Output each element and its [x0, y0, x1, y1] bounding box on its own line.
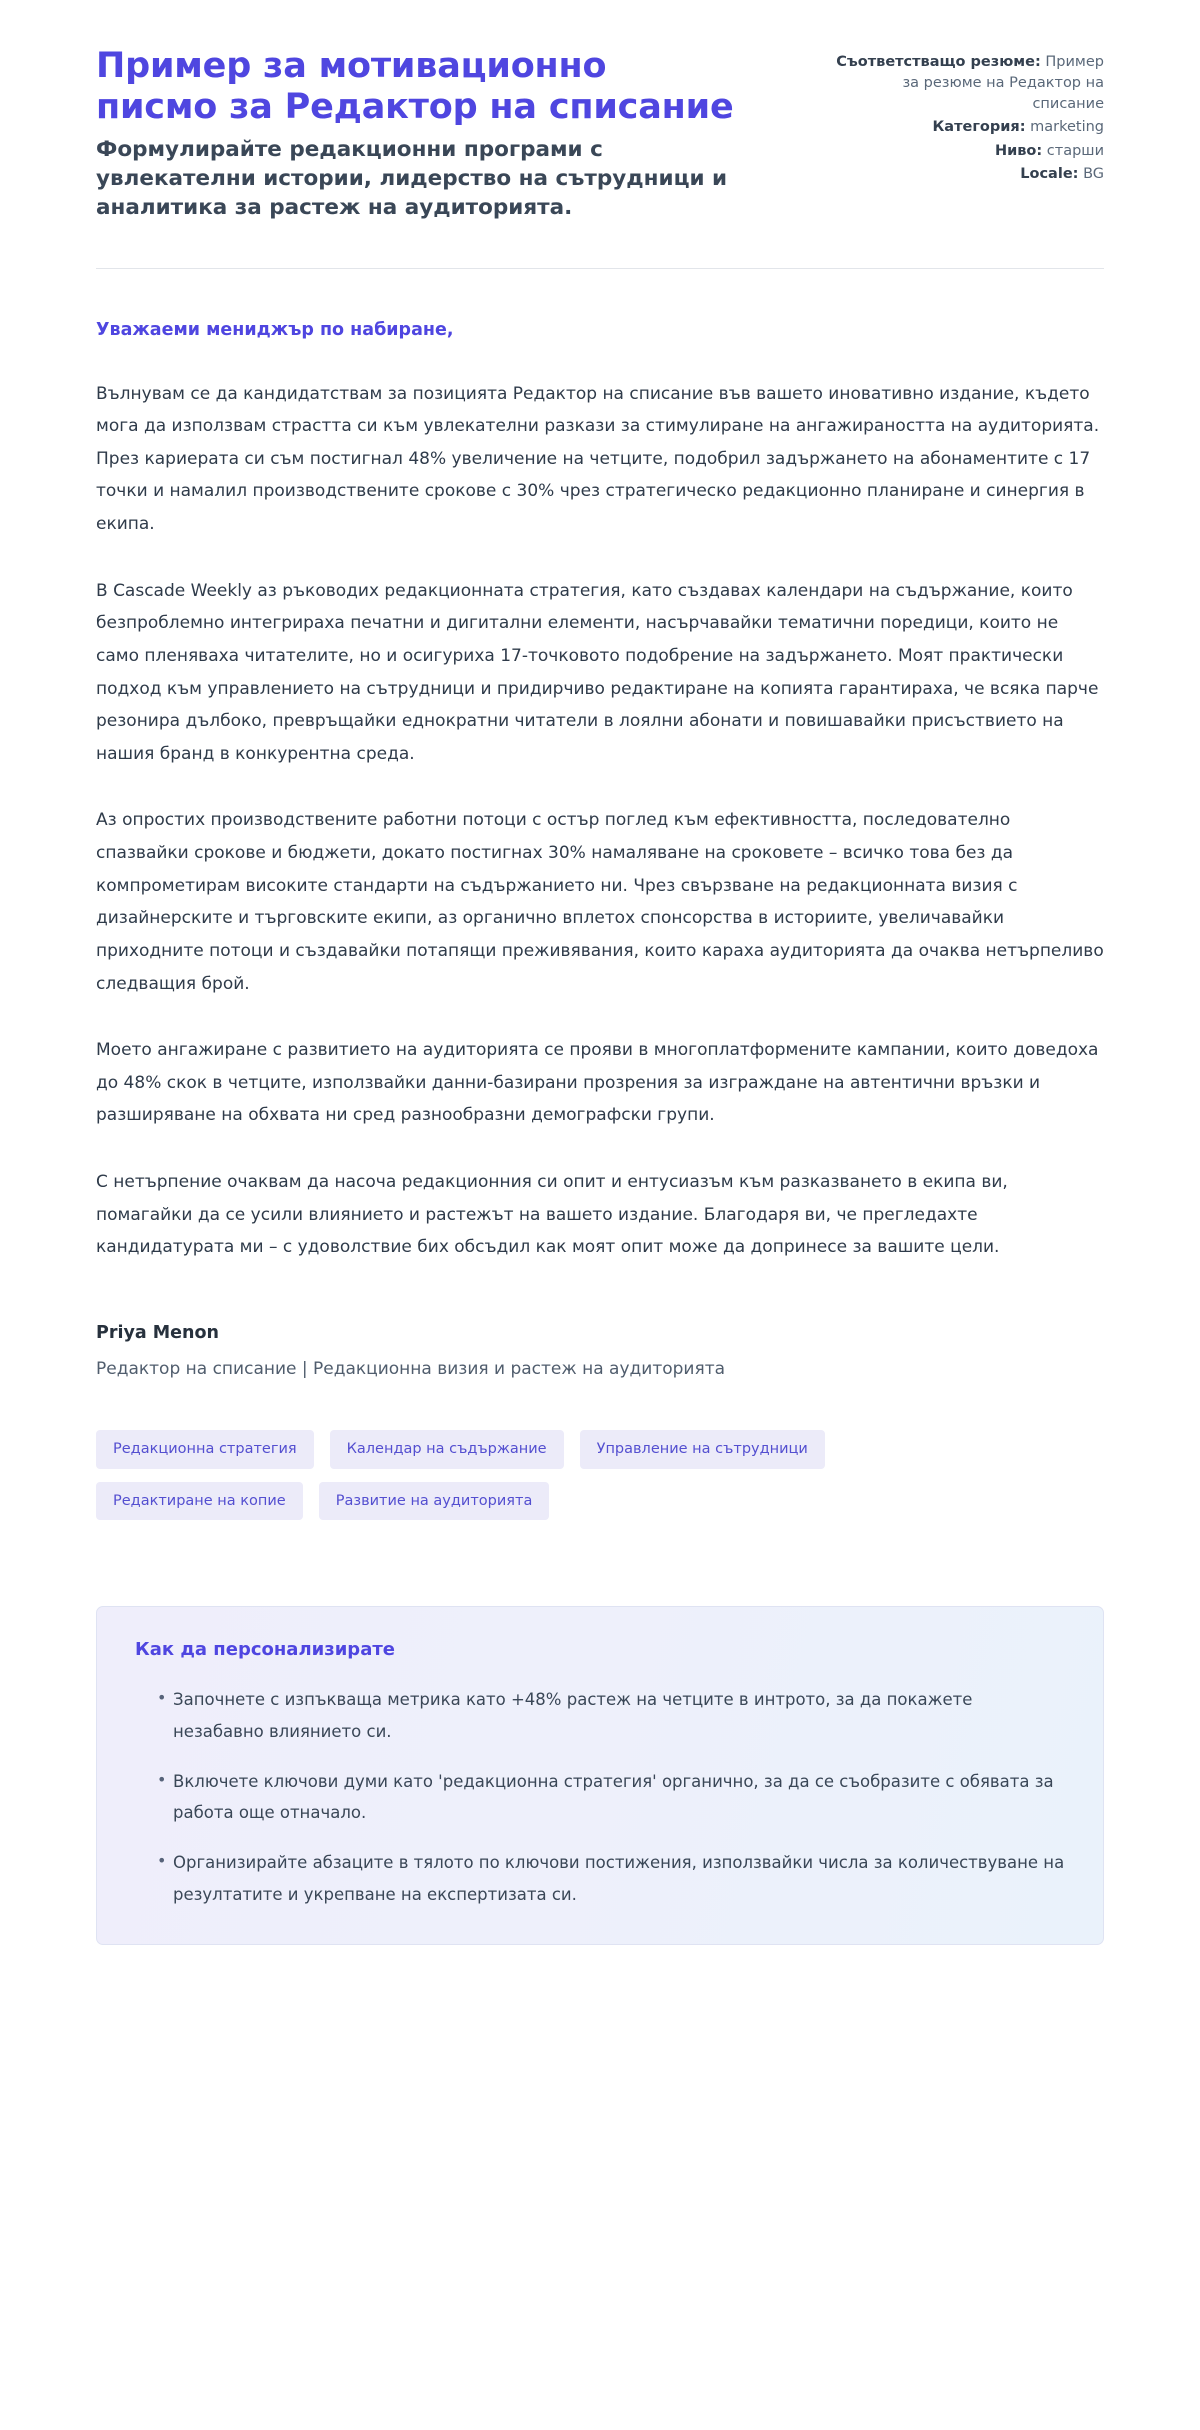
page-subtitle: Формулирайте редакционни програми с увлекателни истории, лидерство на сътрудници и аналитика за растеж на аудиторията.	[96, 136, 728, 221]
metadata-label: Locale:	[1020, 165, 1079, 182]
callout-tip-list	[135, 1684, 1065, 1910]
callout-tip-item: • Включете ключови думи като 'редакционна стратегия' органично, за да се съобразите с обявата за работа още отначало.	[157, 1766, 1065, 1829]
metadata-value: старши	[1046, 142, 1104, 159]
metadata-row-matching-resume	[836, 52, 1104, 115]
letter-paragraph: С нетърпение очаквам да насоча редакционния си опит и ентусиазъм към разказването в екипа ви, помагайки да се усили влиянието и растежът на вашето издание. Благодаря ви, че прегледахте кандидатурата ми – с удоволствие бих обсъдил как моят опит може да допринесе за вашите цели.	[96, 1172, 1008, 1258]
header-text-block	[96, 46, 736, 222]
page-title: Пример за мотивационно писмо за Редактор на списание	[96, 46, 734, 128]
metadata-value: marketing	[1030, 119, 1104, 136]
metadata-label: Категория:	[932, 119, 1026, 136]
page-header	[96, 46, 1104, 222]
callout-tip-item: • Започнете с изпъкваща метрика като +48% растеж на четците в интрото, за да покажете незабавно влиянието си.	[157, 1684, 1065, 1747]
callout-tip-item: • Организирайте абзаците в тялото по ключови постижения, използвайки числа за количествуване на резултатите и укрепване на експертизата си.	[157, 1847, 1065, 1910]
metadata-value: Пример за резюме на Редактор на списание	[902, 54, 1104, 113]
metadata-row-category	[836, 117, 1104, 138]
letter-body	[96, 269, 1104, 1945]
document-metadata	[836, 46, 1104, 187]
skill-tag[interactable]: Развитие на аудиторията	[319, 1482, 550, 1521]
skill-tag-list	[96, 1430, 996, 1520]
metadata-label: Съответстващо резюме:	[836, 54, 1041, 70]
letter-paragraph: Вълнувам се да кандидатствам за позицията Редактор на списание във вашето иновативно издание, където мога да използвам страстта си към увлекателни разкази за стимулиране на ангажираността на аудиторията. През кариерата си съм постигнал 48% увеличение на четците, подобрил задържането на абонаментите с 17 точки и намалил производствените срокове с 30% чрез стратегическо редакционно планиране и синергия в екипа.	[96, 383, 1100, 535]
metadata-label: Ниво:	[994, 142, 1043, 159]
letter-paragraph: Аз опростих производствените работни потоци с остър поглед към ефективността, последователно спазвайки срокове и бюджети, докато постигнах 30% намаляване на сроковете – всичко това без да компрометирам високите стандарти на съдържаниeто ни. Чрез свързване на редакционната визия с дизайнерските и търговските екипи, аз органично вплетох спонсорства в историите, увеличавайки приходните потоци и създавайки потапящи преживявания, които караха аудиторията да очаква нетърпеливо следващия брой.	[96, 810, 1104, 994]
metadata-value: BG	[1083, 165, 1104, 182]
skill-tag[interactable]: Редакционна стратегия	[96, 1430, 314, 1469]
signature-name: Priya Menon	[96, 1322, 219, 1343]
metadata-row-level	[836, 141, 1104, 162]
signature-block	[96, 1322, 1104, 1382]
skill-tag[interactable]: Календар на съдържание	[330, 1430, 564, 1469]
personalization-callout	[96, 1606, 1104, 1945]
skill-tag[interactable]: Редактиране на копие	[96, 1482, 303, 1521]
letter-paragraph: Моето ангажиране с развитието на аудиторията се прояви в многоплатформените кампании, които доведоха до 48% скок в четците, използвайки данни-базирани прозрения за изграждане на автентични връзки и разширяване на обхвата ни сред разнообразни демографски групи.	[96, 1040, 1099, 1126]
letter-paragraph: В Cascade Weekly аз ръководих редакционната стратегия, като създавах календари на съдържание, които безпроблемно интегрираха печатни и дигитални елементи, насърчавайки тематични поредици, които не само пленяваха читателите, но и осигуриха 17-точковото подобрение на задържането. Моят практически подход към управлението на сътрудници и придирчиво редактиране на копията гарантираха, че всяка парче резонира дълбоко, превръщайки еднократни читатели в лоялни абонати и повишавайки присъствието на нашия бранд в конкурентна среда.	[96, 580, 1099, 764]
skill-tag[interactable]: Управление на сътрудници	[580, 1430, 825, 1469]
metadata-row-locale	[836, 164, 1104, 185]
signature-role: Редактор на списание | Редакционна визия и растеж на аудиторията	[96, 1358, 726, 1379]
letter-salutation: Уважаеми мениджър по набиране,	[96, 320, 454, 341]
callout-title: Как да персонализирате	[135, 1639, 395, 1661]
